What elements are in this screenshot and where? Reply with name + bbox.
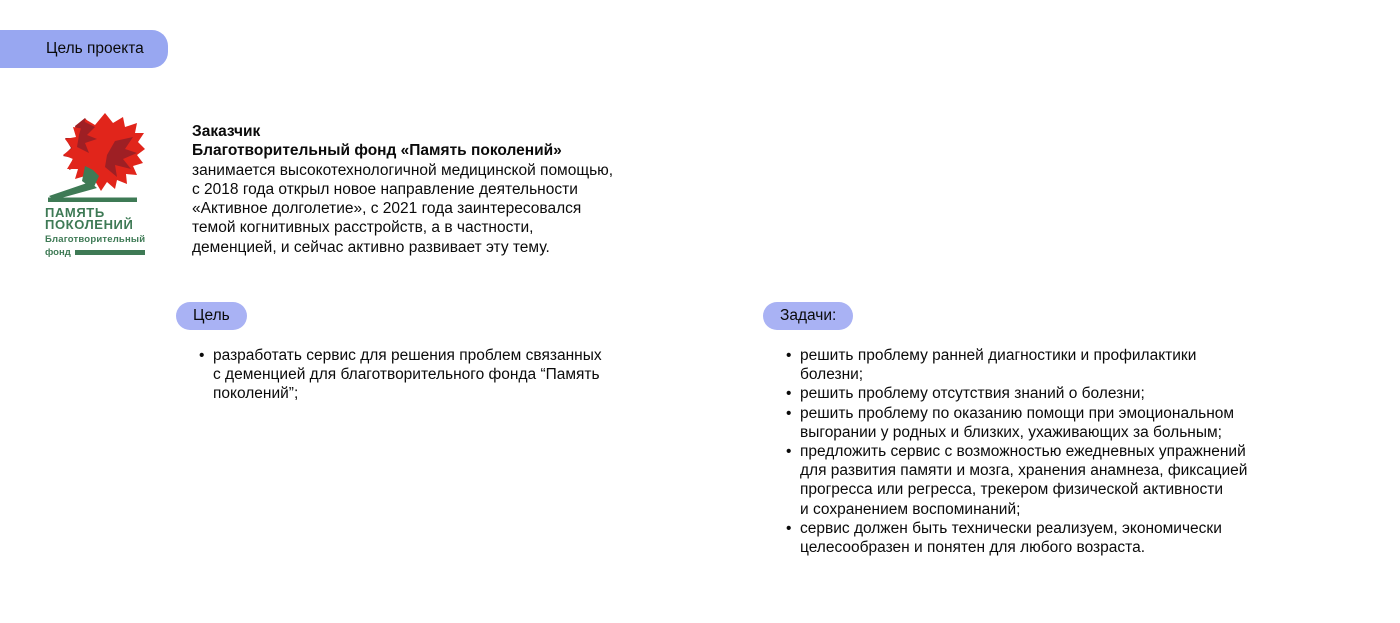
slide-title-badge (0, 30, 168, 68)
logo-fond-row (45, 247, 145, 258)
carnation-flower-icon (45, 112, 145, 204)
client-label: Заказчик (192, 123, 261, 140)
tasks-list-item: • предложить сервис с возможностью ежедневных упражнений для развития памяти и мозга, хранения анамнеза, фиксацией прогресса или регресса, трекером физической активности и сохранением воспоминаний; (763, 442, 1323, 519)
tasks-list-item: • решить проблему отсутствия знаний о болезни; (763, 384, 1323, 403)
logo-underline-bar (75, 250, 145, 255)
fund-logo (45, 112, 145, 258)
slide-title: Цель проекта (46, 40, 144, 57)
logo-title (45, 207, 145, 231)
goal-list (176, 346, 666, 404)
client-description: занимается высокотехнологичной медицинской помощью, с 2018 года открыл новое направление деятельности «Активное долголетие», с 2021 года заинтересовался темой когнитивных расстройств, а в частности, деменцией, и сейчас активно развивает эту тему. (192, 161, 614, 256)
tasks-badge (763, 302, 853, 330)
goal-list-item: • разработать сервис для решения проблем связанных с деменцией для благотворительного фонда “Память поколений”; (176, 346, 666, 404)
client-name: Благотворительный фонд «Память поколений» (192, 142, 562, 160)
tasks-list (763, 346, 1323, 557)
tasks-section (763, 302, 1323, 557)
tasks-list-item: • сервис должен быть технически реализуем, экономически целесообразен и понятен для любого возраста. (763, 519, 1323, 557)
logo-title-line2: ПОКОЛЕНИЙ (45, 217, 134, 232)
logo-subtitle: Благотворительный (45, 234, 146, 245)
logo-title-line1: ПАМЯТЬ (45, 205, 105, 220)
tasks-list-item: • решить проблему по оказанию помощи при эмоциональном выгорании у родных и близких, ухаживающих за больным; (763, 404, 1323, 442)
tasks-list-item: • решить проблему ранней диагностики и профилактики болезни; (763, 346, 1323, 384)
tasks-badge-label: Задачи: (780, 307, 837, 324)
client-block (192, 122, 692, 257)
goal-badge-label: Цель (193, 307, 230, 324)
goal-section (176, 302, 666, 404)
logo-fond-label: фонд (45, 247, 71, 258)
goal-badge (176, 302, 247, 330)
